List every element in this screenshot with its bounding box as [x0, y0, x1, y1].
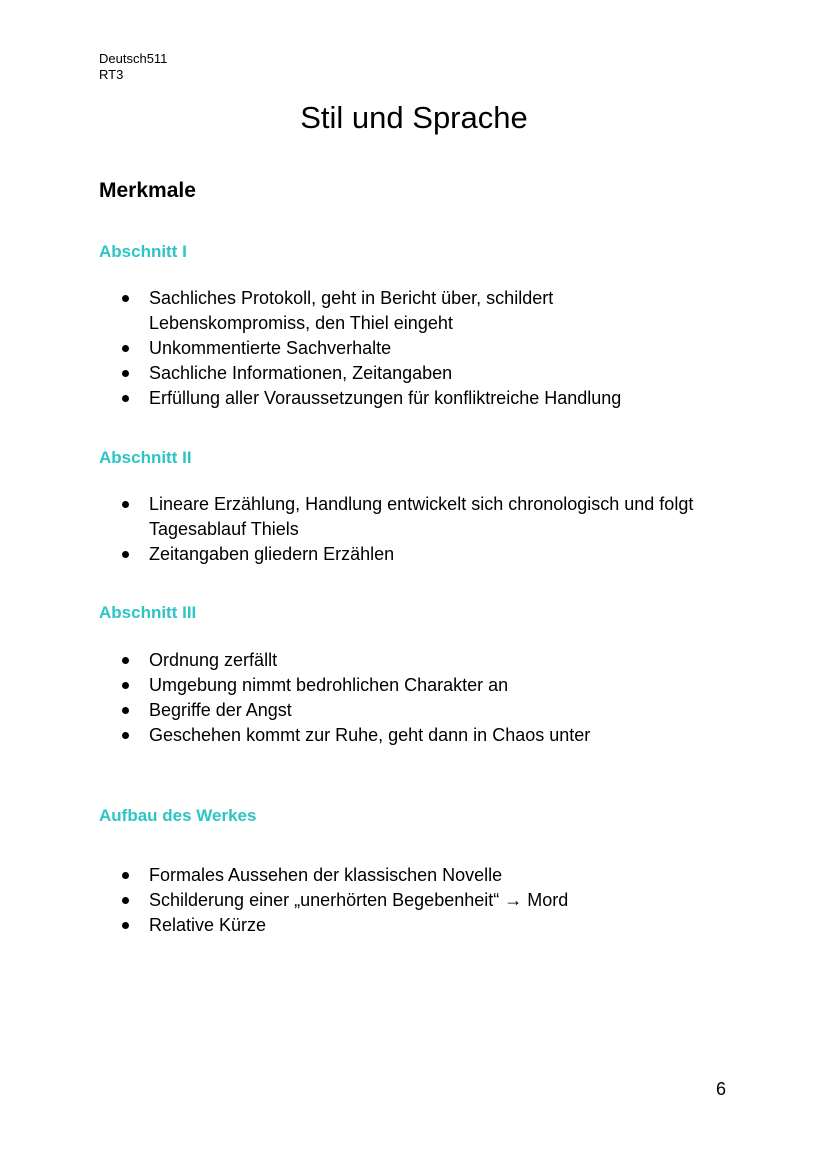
- list-item-text: Sachliche Informationen, Zeitangaben: [149, 363, 453, 383]
- list-item-text: Schilderung einer „unerhörten Begebenheit“ → Mord: [149, 890, 569, 910]
- list-item: [121, 336, 761, 361]
- list-item: [121, 888, 761, 913]
- list-item: [121, 648, 761, 673]
- subheading-abschnitt-2: Abschnitt II: [99, 448, 192, 467]
- bullet-icon: [122, 551, 129, 558]
- bullet-icon: [122, 657, 129, 664]
- bullet-icon: [122, 345, 129, 352]
- bullet-list-abschnitt-1: [121, 286, 761, 411]
- page-title: Stil und Sprache: [300, 100, 528, 135]
- subheading-abschnitt-1: Abschnitt I: [99, 242, 187, 261]
- list-item-text: Ordnung zerfällt: [149, 650, 278, 670]
- bullet-icon: [122, 922, 129, 929]
- course-label: Deutsch511: [99, 51, 168, 66]
- list-item-text: Geschehen kommt zur Ruhe, geht dann in Chaos unter: [149, 725, 591, 745]
- bullet-icon: [122, 707, 129, 714]
- list-item: [121, 863, 761, 888]
- bullet-list-aufbau: [121, 863, 761, 938]
- bullet-icon: [122, 732, 129, 739]
- bullet-icon: [122, 395, 129, 402]
- list-item-text: Zeitangaben gliedern Erzählen: [149, 544, 395, 564]
- list-item-text: Umgebung nimmt bedrohlichen Charakter an: [149, 675, 509, 695]
- list-item-text: Erfüllung aller Voraussetzungen für konfliktreiche Handlung: [149, 388, 622, 408]
- list-item-text: Formales Aussehen der klassischen Novelle: [149, 865, 503, 885]
- bullet-icon: [122, 682, 129, 689]
- bullet-list-abschnitt-2: [121, 492, 761, 567]
- bullet-icon: [122, 897, 129, 904]
- list-item-text: Begriffe der Angst: [149, 700, 292, 720]
- course-code: RT3: [99, 67, 124, 82]
- list-item: [121, 361, 761, 386]
- list-item-text: Unkommentierte Sachverhalte: [149, 338, 392, 358]
- list-item: [121, 723, 761, 748]
- document-header: [99, 51, 167, 83]
- list-item: [121, 673, 761, 698]
- bullet-icon: [122, 872, 129, 879]
- bullet-icon: [122, 295, 129, 302]
- list-item-text: Sachliches Protokoll, geht in Bericht über, schildert Lebenskompromiss, den Thiel eingeht: [149, 288, 554, 333]
- bullet-icon: [122, 501, 129, 508]
- list-item: [121, 913, 761, 938]
- list-item-text: Lineare Erzählung, Handlung entwickelt sich chronologisch und folgt Tagesablauf Thiels: [149, 494, 694, 539]
- list-item: [121, 286, 761, 336]
- subheading-abschnitt-3: Abschnitt III: [99, 603, 197, 622]
- bullet-icon: [122, 370, 129, 377]
- section-heading-merkmale: Merkmale: [99, 179, 196, 202]
- list-item: [121, 698, 761, 723]
- list-item: [121, 386, 761, 411]
- subheading-aufbau-des-werkes: Aufbau des Werkes: [99, 806, 257, 825]
- list-item: [121, 492, 761, 542]
- list-item: [121, 542, 761, 567]
- list-item-text: Relative Kürze: [149, 915, 267, 935]
- bullet-list-abschnitt-3: [121, 648, 761, 748]
- page-number: 6: [716, 1079, 727, 1099]
